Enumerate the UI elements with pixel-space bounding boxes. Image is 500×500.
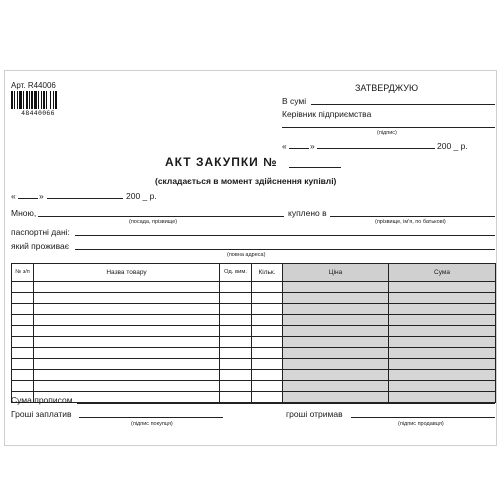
table-row [12,370,496,381]
cell-sum[interactable] [389,282,496,293]
approve-sum-line[interactable] [311,104,495,105]
cell-unit[interactable] [220,304,252,315]
sum-words-line[interactable] [77,403,495,404]
cell-number[interactable] [12,337,34,348]
table-row [12,381,496,392]
cell-number[interactable] [12,370,34,381]
goods-table-body [12,282,496,403]
cell-sum[interactable] [389,381,496,392]
cell-quantity[interactable] [252,337,283,348]
bought-hint: (прізвище, ім'я, по батькові) [375,219,446,225]
received-signature-line[interactable] [351,417,495,418]
table-row [12,337,496,348]
cell-unit[interactable] [220,293,252,304]
cell-price[interactable] [283,381,389,392]
cell-quantity[interactable] [252,359,283,370]
address-hint: (повна адреса) [227,252,266,258]
cell-number[interactable] [12,326,34,337]
cell-product-name[interactable] [34,304,220,315]
cell-number[interactable] [12,304,34,315]
cell-sum[interactable] [389,337,496,348]
cell-unit[interactable] [220,359,252,370]
cell-sum[interactable] [389,326,496,337]
act-subtitle: (складається в момент здійснення купівлі) [155,176,337,186]
cell-quantity[interactable] [252,282,283,293]
month-line[interactable] [47,198,123,199]
cell-quantity[interactable] [252,392,283,403]
barcode-bar [57,91,58,109]
passport-line[interactable] [75,235,495,236]
cell-price[interactable] [283,326,389,337]
purchase-act-form [4,70,497,446]
cell-quantity[interactable] [252,326,283,337]
me-line[interactable] [38,216,284,217]
cell-unit[interactable] [220,282,252,293]
cell-product-name[interactable] [34,326,220,337]
approve-signature-hint: (підпис) [377,130,397,136]
cell-product-name[interactable] [34,359,220,370]
cell-sum[interactable] [389,392,496,403]
sum-words-label: Сума прописом [11,395,73,405]
date-close: » [39,191,44,201]
paid-label: Гроші заплатив [11,409,72,419]
cell-number[interactable] [12,348,34,359]
cell-number[interactable] [12,282,34,293]
cell-quantity[interactable] [252,304,283,315]
cell-unit[interactable] [220,392,252,403]
bought-line[interactable] [330,216,495,217]
cell-price[interactable] [283,282,389,293]
cell-quantity[interactable] [252,315,283,326]
table-row [12,392,496,403]
passport-label: паспортні дані: [11,227,70,237]
approve-signature-line[interactable] [282,127,495,128]
barcode-number: 48440066 [21,109,55,117]
cell-product-name[interactable] [34,293,220,304]
cell-price[interactable] [283,348,389,359]
approve-year: 200 _ р. [437,141,468,151]
act-number-line[interactable] [289,167,341,168]
cell-sum[interactable] [389,315,496,326]
header-product-name: Назва товару [34,264,220,282]
cell-quantity[interactable] [252,381,283,392]
cell-unit[interactable] [220,326,252,337]
table-row [12,315,496,326]
approve-date-close: » [310,141,315,151]
cell-unit[interactable] [220,370,252,381]
cell-sum[interactable] [389,293,496,304]
article-number: Арт. R44006 [11,81,56,90]
goods-table [11,263,496,403]
barcode [11,91,65,117]
cell-product-name[interactable] [34,337,220,348]
received-label: гроші отримав [286,409,343,419]
approve-month-line[interactable] [317,148,435,149]
cell-quantity[interactable] [252,348,283,359]
cell-sum[interactable] [389,370,496,381]
table-row [12,348,496,359]
bought-label: куплено в [288,208,327,218]
residence-label: який проживає [11,241,70,251]
header-unit: Од. вим. [220,264,252,282]
approve-day-line[interactable] [289,148,309,149]
date-open: « [11,191,16,201]
cell-product-name[interactable] [34,370,220,381]
cell-unit[interactable] [220,381,252,392]
cell-price[interactable] [283,304,389,315]
table-row [12,293,496,304]
table-row [12,359,496,370]
approve-head-label: Керівник підприємства [282,109,372,119]
barcode-bars [11,91,65,109]
cell-price[interactable] [283,315,389,326]
cell-number[interactable] [12,359,34,370]
cell-number[interactable] [12,315,34,326]
table-row [12,304,496,315]
cell-sum[interactable] [389,304,496,315]
paid-hint: (підпис покупця) [131,421,173,427]
cell-product-name[interactable] [34,381,220,392]
residence-line[interactable] [75,249,495,250]
year-text: 200 _ р. [126,191,157,201]
cell-price[interactable] [283,337,389,348]
me-hint: (посада, прізвище) [129,219,178,225]
cell-price[interactable] [283,293,389,304]
act-title: АКТ ЗАКУПКИ № [165,155,278,169]
table-row [12,282,496,293]
approve-sum-label: В сумі [282,96,307,106]
cell-unit[interactable] [220,337,252,348]
cell-quantity[interactable] [252,293,283,304]
header-quantity: Кільк. [252,264,283,282]
cell-quantity[interactable] [252,370,283,381]
paid-signature-line[interactable] [79,417,223,418]
approve-date-open: « [282,141,287,151]
cell-product-name[interactable] [34,282,220,293]
header-price: Ціна [283,264,389,282]
table-header-row [12,264,496,282]
cell-sum[interactable] [389,348,496,359]
cell-price[interactable] [283,359,389,370]
cell-unit[interactable] [220,348,252,359]
cell-price[interactable] [283,392,389,403]
cell-number[interactable] [12,381,34,392]
received-hint: (підпис продавця) [398,421,444,427]
cell-product-name[interactable] [34,315,220,326]
me-label: Мною, [11,208,37,218]
header-sum: Сума [389,264,496,282]
header-number: № з/п [12,264,34,282]
cell-price[interactable] [283,370,389,381]
cell-sum[interactable] [389,359,496,370]
cell-product-name[interactable] [34,348,220,359]
cell-number[interactable] [12,293,34,304]
cell-unit[interactable] [220,315,252,326]
table-row [12,326,496,337]
approve-title: ЗАТВЕРДЖУЮ [355,83,419,93]
day-line[interactable] [18,198,38,199]
